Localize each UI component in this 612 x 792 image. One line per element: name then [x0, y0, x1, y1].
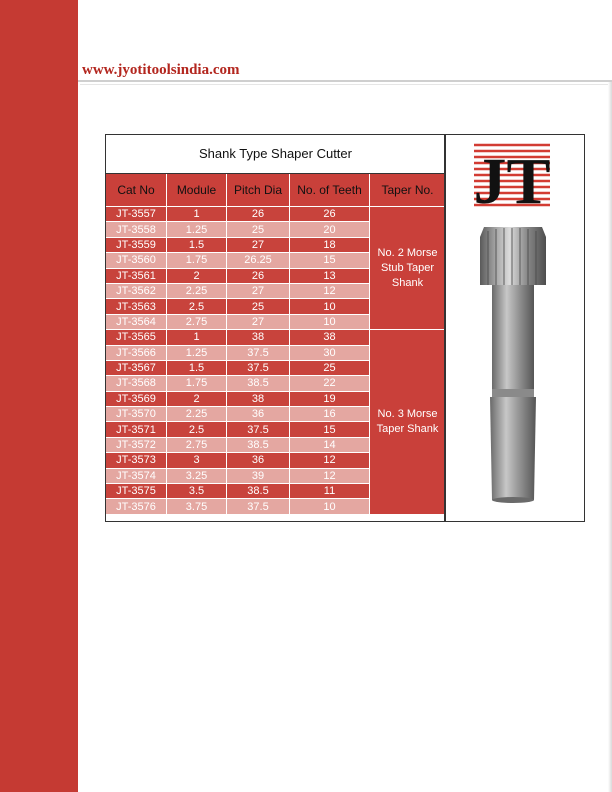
module-cell: 1.25	[167, 345, 227, 360]
module-cell: 2	[167, 268, 227, 283]
teeth-cell: 19	[290, 391, 370, 406]
pitch-dia-cell: 26	[227, 207, 290, 222]
cat-no-cell: JT-3570	[106, 407, 167, 422]
column-header-module: Module	[167, 174, 227, 207]
cat-no-cell: JT-3563	[106, 299, 167, 314]
pitch-dia-cell: 37.5	[227, 499, 290, 514]
product-illustration	[446, 135, 584, 521]
jt-logo	[473, 145, 550, 218]
pitch-dia-cell: 37.5	[227, 422, 290, 437]
pitch-dia-cell: 37.5	[227, 360, 290, 375]
cat-no-cell: JT-3571	[106, 422, 167, 437]
teeth-cell: 12	[290, 468, 370, 483]
module-cell: 3.75	[167, 499, 227, 514]
cat-no-cell: JT-3566	[106, 345, 167, 360]
module-cell: 3.5	[167, 484, 227, 499]
teeth-cell: 10	[290, 499, 370, 514]
teeth-cell: 18	[290, 237, 370, 252]
header-divider-secondary	[80, 84, 612, 85]
column-header-taper-no: Taper No.	[370, 174, 446, 207]
pitch-dia-cell: 27	[227, 314, 290, 329]
left-accent-bar	[0, 0, 78, 792]
shaper-cutter-spec-table	[105, 134, 446, 515]
pitch-dia-cell: 25	[227, 299, 290, 314]
pitch-dia-cell: 26	[227, 268, 290, 283]
teeth-cell: 10	[290, 314, 370, 329]
teeth-cell: 25	[290, 360, 370, 375]
table-row	[106, 207, 446, 222]
pitch-dia-cell: 36	[227, 453, 290, 468]
table-title: Shank Type Shaper Cutter	[106, 135, 446, 174]
cat-no-cell: JT-3574	[106, 468, 167, 483]
teeth-cell: 12	[290, 283, 370, 298]
module-cell: 1.5	[167, 360, 227, 375]
cat-no-cell: JT-3559	[106, 237, 167, 252]
pitch-dia-cell: 38.5	[227, 437, 290, 452]
taper-group-1: No. 2 Morse Stub Taper Shank	[370, 207, 446, 330]
cat-no-cell: JT-3573	[106, 453, 167, 468]
cat-no-cell: JT-3557	[106, 207, 167, 222]
cat-no-cell: JT-3560	[106, 253, 167, 268]
cat-no-cell: JT-3575	[106, 484, 167, 499]
teeth-cell: 38	[290, 330, 370, 345]
module-cell: 1.5	[167, 237, 227, 252]
cat-no-cell: JT-3561	[106, 268, 167, 283]
module-cell: 2.75	[167, 437, 227, 452]
teeth-cell: 20	[290, 222, 370, 237]
cat-no-cell: JT-3565	[106, 330, 167, 345]
cat-no-cell: JT-3572	[106, 437, 167, 452]
module-cell: 2.25	[167, 407, 227, 422]
pitch-dia-cell: 27	[227, 283, 290, 298]
teeth-cell: 10	[290, 299, 370, 314]
module-cell: 3.25	[167, 468, 227, 483]
table-row	[106, 330, 446, 345]
svg-text:JT: JT	[473, 145, 551, 218]
module-cell: 2.75	[167, 314, 227, 329]
module-cell: 3	[167, 453, 227, 468]
taper-group-2: No. 3 Morse Taper Shank	[370, 330, 446, 515]
teeth-cell: 11	[290, 484, 370, 499]
module-cell: 1	[167, 330, 227, 345]
teeth-cell: 15	[290, 422, 370, 437]
module-cell: 1.75	[167, 253, 227, 268]
pitch-dia-cell: 27	[227, 237, 290, 252]
column-header-cat-no: Cat No	[106, 174, 167, 207]
website-url[interactable]: www.jyotitoolsindia.com	[82, 62, 240, 78]
pitch-dia-cell: 36	[227, 407, 290, 422]
header-divider	[78, 80, 612, 82]
page-edge-shadow	[608, 82, 612, 792]
module-cell: 1.25	[167, 222, 227, 237]
product-image-panel	[445, 134, 585, 522]
teeth-cell: 30	[290, 345, 370, 360]
teeth-cell: 26	[290, 207, 370, 222]
module-cell: 1.75	[167, 376, 227, 391]
teeth-cell: 13	[290, 268, 370, 283]
pitch-dia-cell: 38.5	[227, 376, 290, 391]
cat-no-cell: JT-3576	[106, 499, 167, 514]
pitch-dia-cell: 38	[227, 391, 290, 406]
module-cell: 1	[167, 207, 227, 222]
teeth-cell: 22	[290, 376, 370, 391]
cat-no-cell: JT-3562	[106, 283, 167, 298]
module-cell: 2.5	[167, 299, 227, 314]
teeth-cell: 15	[290, 253, 370, 268]
module-cell: 2	[167, 391, 227, 406]
cat-no-cell: JT-3558	[106, 222, 167, 237]
cat-no-cell: JT-3567	[106, 360, 167, 375]
teeth-cell: 16	[290, 407, 370, 422]
pitch-dia-cell: 39	[227, 468, 290, 483]
column-header-no-of-teeth: No. of Teeth	[290, 174, 370, 207]
column-header-pitch-dia: Pitch Dia	[227, 174, 290, 207]
pitch-dia-cell: 37.5	[227, 345, 290, 360]
cat-no-cell: JT-3569	[106, 391, 167, 406]
teeth-cell: 12	[290, 453, 370, 468]
cat-no-cell: JT-3568	[106, 376, 167, 391]
cat-no-cell: JT-3564	[106, 314, 167, 329]
module-cell: 2.25	[167, 283, 227, 298]
module-cell: 2.5	[167, 422, 227, 437]
pitch-dia-cell: 38.5	[227, 484, 290, 499]
shaper-cutter-image	[480, 227, 546, 503]
teeth-cell: 14	[290, 437, 370, 452]
pitch-dia-cell: 26.25	[227, 253, 290, 268]
table-header-row	[106, 174, 446, 207]
pitch-dia-cell: 25	[227, 222, 290, 237]
pitch-dia-cell: 38	[227, 330, 290, 345]
